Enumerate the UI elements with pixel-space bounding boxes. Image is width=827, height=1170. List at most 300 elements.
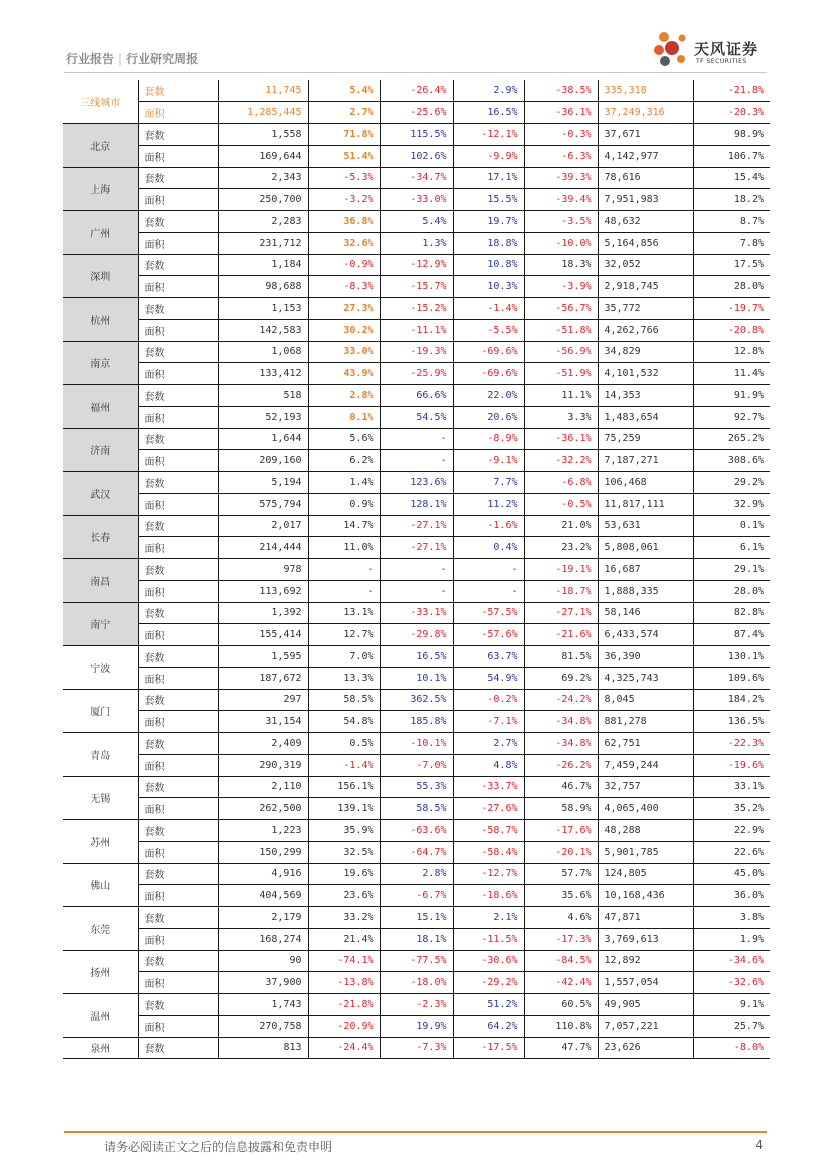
change-2: -19.3% xyxy=(380,341,453,363)
change-2: -25.9% xyxy=(380,363,453,385)
change-4: -20.1% xyxy=(524,841,598,863)
metric-label: 面积 xyxy=(138,667,218,689)
weekly-volume: 169,644 xyxy=(218,145,308,167)
change-2: -7.3% xyxy=(380,1037,453,1059)
weekly-volume: 2,409 xyxy=(218,733,308,755)
cumulative-change: 28.0% xyxy=(693,580,770,602)
change-4: 11.1% xyxy=(524,385,598,407)
cumulative-change: 87.4% xyxy=(693,624,770,646)
logo-petal-top xyxy=(659,32,669,42)
change-4: -42.4% xyxy=(524,972,598,994)
change-3: 19.7% xyxy=(453,211,524,233)
table-row xyxy=(63,776,770,798)
cumulative-change: 18.2% xyxy=(693,189,770,211)
weekly-volume: 250,700 xyxy=(218,189,308,211)
city-name: 北京 xyxy=(63,124,138,168)
metric-label: 套数 xyxy=(138,863,218,885)
change-2: 16.5% xyxy=(380,646,453,668)
cumulative-volume: 53,631 xyxy=(598,515,693,537)
weekly-volume: 1,743 xyxy=(218,994,308,1016)
cumulative-volume: 7,187,271 xyxy=(598,450,693,472)
city-name: 东莞 xyxy=(63,907,138,951)
cumulative-change: 3.8% xyxy=(693,907,770,929)
metric-label: 套数 xyxy=(138,254,218,276)
change-2: -18.0% xyxy=(380,972,453,994)
table-row xyxy=(63,994,770,1016)
cumulative-change: 8.7% xyxy=(693,211,770,233)
change-3: -58.4% xyxy=(453,841,524,863)
weekly-volume: 2,343 xyxy=(218,167,308,189)
city-name: 苏州 xyxy=(63,820,138,864)
table-row xyxy=(63,580,770,602)
change-2: - xyxy=(380,428,453,450)
metric-label: 面积 xyxy=(138,232,218,254)
change-3: -29.2% xyxy=(453,972,524,994)
change-4: -17.3% xyxy=(524,928,598,950)
change-3: -58.7% xyxy=(453,820,524,842)
logo-petal-left xyxy=(654,45,664,55)
change-4: -3.9% xyxy=(524,276,598,298)
metric-label: 套数 xyxy=(138,124,218,146)
metric-label: 套数 xyxy=(138,211,218,233)
change-4: 58.9% xyxy=(524,798,598,820)
change-1: 19.6% xyxy=(308,863,380,885)
cumulative-change: 15.4% xyxy=(693,167,770,189)
city-name: 深圳 xyxy=(63,254,138,298)
change-3: 16.5% xyxy=(453,102,524,124)
metric-label: 面积 xyxy=(138,580,218,602)
metric-label: 套数 xyxy=(138,646,218,668)
weekly-volume: 1,392 xyxy=(218,602,308,624)
change-2: -15.2% xyxy=(380,298,453,320)
metric-label: 面积 xyxy=(138,537,218,559)
cumulative-change: 12.8% xyxy=(693,341,770,363)
change-1: 33.2% xyxy=(308,907,380,929)
cumulative-change: 36.0% xyxy=(693,885,770,907)
metric-label: 面积 xyxy=(138,711,218,733)
metric-label: 套数 xyxy=(138,1037,218,1059)
metric-label: 套数 xyxy=(138,559,218,581)
cumulative-change: -34.6% xyxy=(693,950,770,972)
weekly-volume: 262,500 xyxy=(218,798,308,820)
cumulative-change: -8.0% xyxy=(693,1037,770,1059)
table-row xyxy=(63,102,770,124)
table-row xyxy=(63,950,770,972)
metric-label: 套数 xyxy=(138,602,218,624)
weekly-volume: 52,193 xyxy=(218,406,308,428)
change-1: 156.1% xyxy=(308,776,380,798)
change-2: -29.8% xyxy=(380,624,453,646)
change-1: -5.3% xyxy=(308,167,380,189)
weekly-volume: 2,110 xyxy=(218,776,308,798)
metric-label: 套数 xyxy=(138,385,218,407)
cumulative-volume: 7,951,983 xyxy=(598,189,693,211)
cumulative-change: 106.7% xyxy=(693,145,770,167)
table-row xyxy=(63,363,770,385)
change-1: 71.8% xyxy=(308,124,380,146)
change-3: 7.7% xyxy=(453,472,524,494)
table-row xyxy=(63,907,770,929)
table-row xyxy=(63,167,770,189)
table-row xyxy=(63,189,770,211)
metric-label: 面积 xyxy=(138,145,218,167)
change-2: 18.1% xyxy=(380,928,453,950)
metric-label: 套数 xyxy=(138,820,218,842)
change-3: -57.6% xyxy=(453,624,524,646)
change-4: -39.4% xyxy=(524,189,598,211)
weekly-volume: 231,712 xyxy=(218,232,308,254)
change-2: 362.5% xyxy=(380,689,453,711)
city-name: 无锡 xyxy=(63,776,138,820)
change-1: 32.6% xyxy=(308,232,380,254)
weekly-volume: 404,569 xyxy=(218,885,308,907)
change-4: -10.0% xyxy=(524,232,598,254)
table-row xyxy=(63,406,770,428)
cumulative-change: 11.4% xyxy=(693,363,770,385)
cumulative-volume: 36,390 xyxy=(598,646,693,668)
weekly-volume: 1,223 xyxy=(218,820,308,842)
city-name: 上海 xyxy=(63,167,138,211)
change-3: 18.8% xyxy=(453,232,524,254)
change-1: 54.8% xyxy=(308,711,380,733)
weekly-volume: 2,179 xyxy=(218,907,308,929)
cumulative-change: 29.2% xyxy=(693,472,770,494)
change-4: -36.1% xyxy=(524,102,598,124)
change-1: 2.7% xyxy=(308,102,380,124)
cumulative-volume: 335,318 xyxy=(598,80,693,102)
change-2: 102.6% xyxy=(380,145,453,167)
weekly-volume: 133,412 xyxy=(218,363,308,385)
cumulative-change: 32.9% xyxy=(693,493,770,515)
change-1: -13.8% xyxy=(308,972,380,994)
cumulative-volume: 7,057,221 xyxy=(598,1015,693,1037)
metric-label: 面积 xyxy=(138,972,218,994)
change-2: -11.1% xyxy=(380,319,453,341)
change-3: -12.7% xyxy=(453,863,524,885)
cumulative-volume: 106,468 xyxy=(598,472,693,494)
table-row xyxy=(63,211,770,233)
cumulative-volume: 1,557,054 xyxy=(598,972,693,994)
table-row xyxy=(63,319,770,341)
city-name: 泉州 xyxy=(63,1037,138,1059)
change-1: 30.2% xyxy=(308,319,380,341)
table-row xyxy=(63,863,770,885)
cumulative-volume: 47,871 xyxy=(598,907,693,929)
change-3: -5.5% xyxy=(453,319,524,341)
change-4: 46.7% xyxy=(524,776,598,798)
table-row xyxy=(63,298,770,320)
change-1: - xyxy=(308,559,380,581)
page-number: 4 xyxy=(755,1138,763,1152)
metric-label: 套数 xyxy=(138,298,218,320)
table-row xyxy=(63,493,770,515)
change-3: 54.9% xyxy=(453,667,524,689)
change-2: -25.6% xyxy=(380,102,453,124)
change-3: 2.7% xyxy=(453,733,524,755)
change-3: -12.1% xyxy=(453,124,524,146)
table-row xyxy=(63,428,770,450)
logo-petal-bottom xyxy=(660,56,670,66)
change-4: 47.7% xyxy=(524,1037,598,1059)
table-row xyxy=(63,254,770,276)
change-3: 22.0% xyxy=(453,385,524,407)
metric-label: 面积 xyxy=(138,363,218,385)
table-body xyxy=(63,80,770,1059)
cumulative-volume: 5,164,856 xyxy=(598,232,693,254)
change-3: 4.8% xyxy=(453,754,524,776)
table-row xyxy=(63,624,770,646)
weekly-volume: 978 xyxy=(218,559,308,581)
weekly-volume: 290,319 xyxy=(218,754,308,776)
cumulative-volume: 10,168,436 xyxy=(598,885,693,907)
weekly-volume: 1,644 xyxy=(218,428,308,450)
cumulative-change: -32.6% xyxy=(693,972,770,994)
change-3: 2.9% xyxy=(453,80,524,102)
table-row xyxy=(63,232,770,254)
weekly-volume: 1,153 xyxy=(218,298,308,320)
cumulative-change: 45.0% xyxy=(693,863,770,885)
change-2: -12.9% xyxy=(380,254,453,276)
weekly-volume: 150,299 xyxy=(218,841,308,863)
change-4: -6.3% xyxy=(524,145,598,167)
metric-label: 面积 xyxy=(138,406,218,428)
change-1: 27.3% xyxy=(308,298,380,320)
change-2: 128.1% xyxy=(380,493,453,515)
change-3: 63.7% xyxy=(453,646,524,668)
change-4: -38.5% xyxy=(524,80,598,102)
weekly-volume: 155,414 xyxy=(218,624,308,646)
change-2: -7.0% xyxy=(380,754,453,776)
change-1: 35.9% xyxy=(308,820,380,842)
change-2: -64.7% xyxy=(380,841,453,863)
change-3: -69.6% xyxy=(453,341,524,363)
cumulative-volume: 124,805 xyxy=(598,863,693,885)
change-3: -9.9% xyxy=(453,145,524,167)
change-2: -27.1% xyxy=(380,515,453,537)
change-2: -15.7% xyxy=(380,276,453,298)
change-4: -34.8% xyxy=(524,711,598,733)
change-4: -18.7% xyxy=(524,580,598,602)
change-1: 2.8% xyxy=(308,385,380,407)
city-name: 厦门 xyxy=(63,689,138,733)
change-3: -33.7% xyxy=(453,776,524,798)
cumulative-change: -19.7% xyxy=(693,298,770,320)
change-2: 55.3% xyxy=(380,776,453,798)
cumulative-volume: 4,142,977 xyxy=(598,145,693,167)
change-2: -63.6% xyxy=(380,820,453,842)
change-1: -20.9% xyxy=(308,1015,380,1037)
table-row xyxy=(63,1015,770,1037)
change-3: -1.4% xyxy=(453,298,524,320)
logo-petal-right xyxy=(677,55,685,63)
change-1: -24.4% xyxy=(308,1037,380,1059)
change-2: -33.1% xyxy=(380,602,453,624)
table-row xyxy=(63,602,770,624)
metric-label: 面积 xyxy=(138,841,218,863)
change-2: 5.4% xyxy=(380,211,453,233)
table-row xyxy=(63,124,770,146)
cumulative-change: -20.3% xyxy=(693,102,770,124)
change-3: 10.8% xyxy=(453,254,524,276)
change-3: 15.5% xyxy=(453,189,524,211)
table-row xyxy=(63,559,770,581)
cumulative-volume: 62,751 xyxy=(598,733,693,755)
cumulative-volume: 78,616 xyxy=(598,167,693,189)
change-1: 139.1% xyxy=(308,798,380,820)
header-rule xyxy=(64,72,767,73)
change-3: 20.6% xyxy=(453,406,524,428)
cumulative-change: 33.1% xyxy=(693,776,770,798)
weekly-volume: 142,583 xyxy=(218,319,308,341)
cumulative-volume: 6,433,574 xyxy=(598,624,693,646)
table-row xyxy=(63,276,770,298)
table-row xyxy=(63,733,770,755)
cumulative-change: 109.6% xyxy=(693,667,770,689)
cumulative-volume: 8,045 xyxy=(598,689,693,711)
cumulative-volume: 58,146 xyxy=(598,602,693,624)
table-row xyxy=(63,689,770,711)
table-row xyxy=(63,472,770,494)
change-4: -6.8% xyxy=(524,472,598,494)
change-1: 33.0% xyxy=(308,341,380,363)
metric-label: 套数 xyxy=(138,776,218,798)
table-row xyxy=(63,754,770,776)
change-2: 15.1% xyxy=(380,907,453,929)
cumulative-change: 98.9% xyxy=(693,124,770,146)
metric-label: 面积 xyxy=(138,798,218,820)
change-1: -1.4% xyxy=(308,754,380,776)
cumulative-volume: 4,101,532 xyxy=(598,363,693,385)
cumulative-volume: 4,065,400 xyxy=(598,798,693,820)
cumulative-volume: 881,278 xyxy=(598,711,693,733)
weekly-volume: 90 xyxy=(218,950,308,972)
change-1: 5.4% xyxy=(308,80,380,102)
change-4: -21.6% xyxy=(524,624,598,646)
change-1: 12.7% xyxy=(308,624,380,646)
change-2: -77.5% xyxy=(380,950,453,972)
city-name: 三线城市 xyxy=(63,80,138,124)
change-3: -30.6% xyxy=(453,950,524,972)
metric-label: 面积 xyxy=(138,1015,218,1037)
cumulative-volume: 37,671 xyxy=(598,124,693,146)
cumulative-change: 308.6% xyxy=(693,450,770,472)
change-2: 58.5% xyxy=(380,798,453,820)
change-4: 18.3% xyxy=(524,254,598,276)
cumulative-volume: 1,483,654 xyxy=(598,406,693,428)
change-2: -33.0% xyxy=(380,189,453,211)
change-4: -26.2% xyxy=(524,754,598,776)
change-4: 57.7% xyxy=(524,863,598,885)
change-3: 51.2% xyxy=(453,994,524,1016)
table-row xyxy=(63,385,770,407)
change-3: -57.5% xyxy=(453,602,524,624)
city-name: 青岛 xyxy=(63,733,138,777)
change-2: 54.5% xyxy=(380,406,453,428)
change-1: 13.3% xyxy=(308,667,380,689)
metric-label: 面积 xyxy=(138,276,218,298)
cumulative-volume: 34,829 xyxy=(598,341,693,363)
table-row xyxy=(63,515,770,537)
weekly-volume: 98,688 xyxy=(218,276,308,298)
city-name: 杭州 xyxy=(63,298,138,342)
cumulative-volume: 4,262,766 xyxy=(598,319,693,341)
cumulative-volume: 32,757 xyxy=(598,776,693,798)
change-2: - xyxy=(380,580,453,602)
table-row xyxy=(63,145,770,167)
weekly-volume: 575,794 xyxy=(218,493,308,515)
header-separator: | xyxy=(118,52,123,66)
weekly-volume: 297 xyxy=(218,689,308,711)
change-2: - xyxy=(380,450,453,472)
weekly-volume: 1,558 xyxy=(218,124,308,146)
change-3: -18.6% xyxy=(453,885,524,907)
weekly-volume: 31,154 xyxy=(218,711,308,733)
table-row xyxy=(63,972,770,994)
metric-label: 面积 xyxy=(138,493,218,515)
change-4: 3.3% xyxy=(524,406,598,428)
change-4: 60.5% xyxy=(524,994,598,1016)
change-4: -34.8% xyxy=(524,733,598,755)
weekly-volume: 4,916 xyxy=(218,863,308,885)
change-1: 11.0% xyxy=(308,537,380,559)
metric-label: 面积 xyxy=(138,102,218,124)
metric-label: 套数 xyxy=(138,167,218,189)
change-1: 51.4% xyxy=(308,145,380,167)
cumulative-change: 265.2% xyxy=(693,428,770,450)
change-2: -6.7% xyxy=(380,885,453,907)
cumulative-volume: 2,918,745 xyxy=(598,276,693,298)
table-row xyxy=(63,537,770,559)
city-name: 广州 xyxy=(63,211,138,255)
cumulative-change: 29.1% xyxy=(693,559,770,581)
table-row xyxy=(63,798,770,820)
report-header xyxy=(66,50,198,67)
metric-label: 套数 xyxy=(138,994,218,1016)
cumulative-change: 28.0% xyxy=(693,276,770,298)
change-1: 5.6% xyxy=(308,428,380,450)
city-name: 佛山 xyxy=(63,863,138,907)
cumulative-change: 7.8% xyxy=(693,232,770,254)
cumulative-volume: 1,888,335 xyxy=(598,580,693,602)
logo-petal-upper-right xyxy=(679,35,686,42)
cumulative-change: 6.1% xyxy=(693,537,770,559)
table-row xyxy=(63,1037,770,1059)
doc-type: 行业报告 xyxy=(66,52,115,66)
table-row xyxy=(63,928,770,950)
change-2: -26.4% xyxy=(380,80,453,102)
cumulative-change: 22.6% xyxy=(693,841,770,863)
weekly-volume: 2,017 xyxy=(218,515,308,537)
change-4: 69.2% xyxy=(524,667,598,689)
weekly-volume: 168,274 xyxy=(218,928,308,950)
weekly-volume: 11,745 xyxy=(218,80,308,102)
change-1: 36.8% xyxy=(308,211,380,233)
change-4: 23.2% xyxy=(524,537,598,559)
change-4: -3.5% xyxy=(524,211,598,233)
change-1: -74.1% xyxy=(308,950,380,972)
metric-label: 套数 xyxy=(138,907,218,929)
doc-section: 行业研究周报 xyxy=(126,52,199,66)
cumulative-change: 184.2% xyxy=(693,689,770,711)
change-2: 185.8% xyxy=(380,711,453,733)
change-4: 110.8% xyxy=(524,1015,598,1037)
metric-label: 面积 xyxy=(138,928,218,950)
cumulative-volume: 16,687 xyxy=(598,559,693,581)
cumulative-volume: 5,901,785 xyxy=(598,841,693,863)
cumulative-volume: 7,459,244 xyxy=(598,754,693,776)
change-2: -27.1% xyxy=(380,537,453,559)
cumulative-volume: 37,249,316 xyxy=(598,102,693,124)
